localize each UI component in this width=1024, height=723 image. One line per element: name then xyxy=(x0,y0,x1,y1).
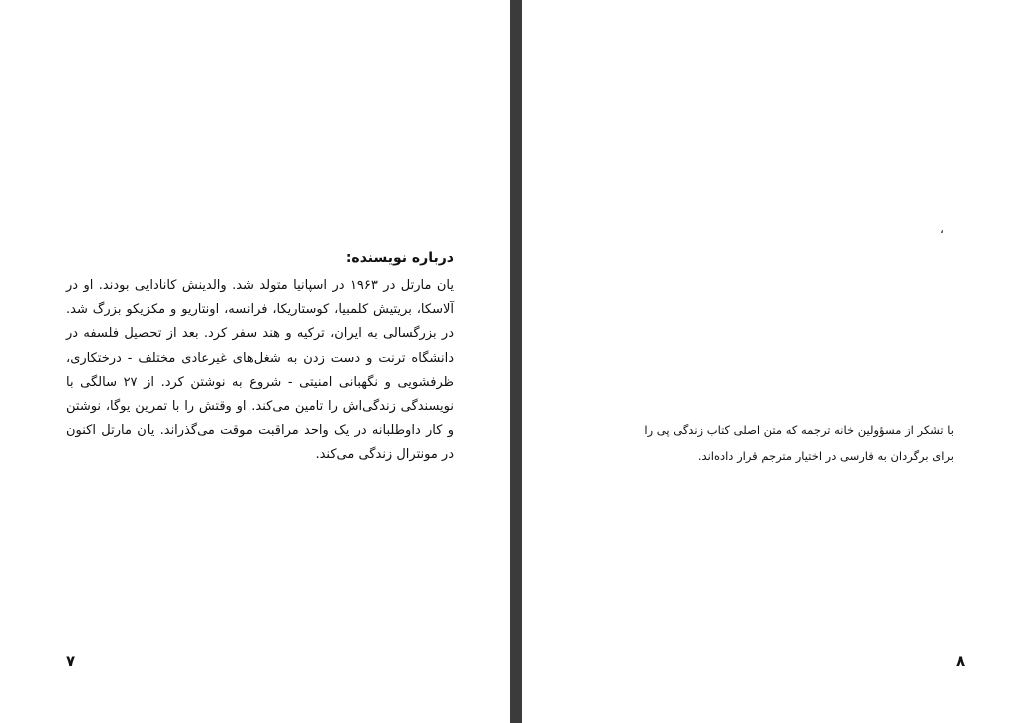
about-author-section xyxy=(66,250,454,468)
about-author-heading: درباره نویسنده: xyxy=(345,250,454,266)
about-author-line: دانشگاه ترنت و دست زدن به شغل‌های غیرعادی مختلف - درختکاری، xyxy=(66,350,454,366)
acknowledgement-line: با تشکر از مسؤولین خانه ترجمه که متن اصلی کتاب زندگی پی را xyxy=(644,423,954,437)
stray-mark: ، xyxy=(940,222,944,236)
about-author-line: و کار داوطلبانه در یک واحد مراقبت موقت می‌گذراند. یان مارتل اکنون xyxy=(66,423,454,439)
page-number-left: ۷ xyxy=(66,652,76,670)
page-number-right: ۸ xyxy=(956,652,966,670)
about-author-line: نویسندگی زندگی‌اش را تامین می‌کند. او وقتش را با تمرین یوگا، نوشتن xyxy=(66,399,454,415)
right-page xyxy=(522,0,1024,723)
book-spine xyxy=(510,0,522,723)
about-author-line: در بزرگسالی به ایران، ترکیه و هند سفر کرد. بعد از تحصیل فلسفه در xyxy=(66,326,454,342)
left-page xyxy=(0,0,510,723)
about-author-line: آلاسکا، بریتیش کلمبیا، کوستاریکا، فرانسه، اونتاریو و مکزیکو بزرگ شد. xyxy=(66,302,454,318)
about-author-line: ظرفشویی و نگهبانی امنیتی - شروع به نوشتن کرد. از ۲۷ سالگی با xyxy=(66,374,454,390)
about-author-line: یان مارتل در ۱۹۶۳ در اسپانیا متولد شد. والدینش کانادایی بودند. او در xyxy=(66,278,454,293)
acknowledgement-note xyxy=(622,417,954,469)
acknowledgement-line: برای برگردان به فارسی در اختیار مترجم قرار داده‌اند. xyxy=(697,449,954,463)
about-author-line: در مونترال زندگی می‌کند. xyxy=(315,447,454,463)
